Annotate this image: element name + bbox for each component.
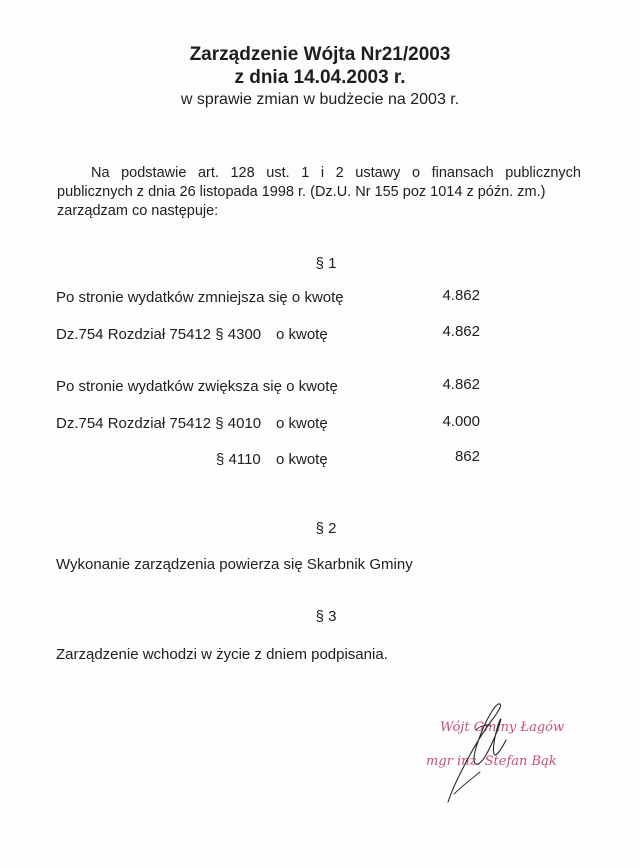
signature-icon (440, 690, 550, 810)
preamble-line-1: Na podstawie art. 128 ust. 1 i 2 ustawy o finansach publicznych (91, 165, 581, 181)
increase-item-1-label: Dz.754 Rozdział 75412 § 4010 (56, 415, 262, 432)
stamp-name: mgr inż. Stefan Bąk (426, 754, 557, 769)
preamble-paragraph (57, 164, 581, 221)
decrease-amount: 4.862 (442, 287, 480, 304)
increase-item-1-suffix: o kwotę (276, 415, 328, 432)
decrease-item-suffix: o kwotę (276, 326, 328, 343)
increase-label: Po stronie wydatków zwiększa się o kwotę (56, 378, 338, 395)
increase-item-1-amount: 4.000 (442, 413, 480, 430)
decrease-item-amount: 4.862 (442, 323, 480, 340)
decrease-label: Po stronie wydatków zmniejsza się o kwotę (56, 289, 344, 306)
section-2-text: Wykonanie zarządzenia powierza się Skarbnik Gminy (56, 556, 413, 573)
section-1-heading: § 1 (315, 255, 337, 272)
section-2-heading: § 2 (315, 520, 337, 537)
increase-item-2-amount: 862 (454, 448, 480, 465)
increase-amount: 4.862 (442, 376, 480, 393)
increase-item-2-suffix: o kwotę (276, 451, 328, 468)
preamble-line-3: zarządzam co następuje: (57, 203, 219, 219)
increase-item-2-label: § 4110 (216, 451, 261, 468)
preamble-line-2: publicznych z dnia 26 listopada 1998 r. (Dz.U. Nr 155 poz 1014 z późn. zm.) (57, 184, 546, 200)
document-date: z dnia 14.04.2003 r. (234, 67, 406, 88)
section-3-heading: § 3 (315, 608, 337, 625)
section-3-text: Zarządzenie wchodzi w życie z dniem podpisania. (56, 646, 388, 663)
decrease-item-label: Dz.754 Rozdział 75412 § 4300 (56, 326, 262, 343)
document-subtitle: w sprawie zmian w budżecie na 2003 r. (180, 91, 460, 108)
document-title: Zarządzenie Wójta Nr21/2003 (189, 44, 451, 65)
stamp-office: Wójt Gminy Łagów (440, 720, 565, 735)
